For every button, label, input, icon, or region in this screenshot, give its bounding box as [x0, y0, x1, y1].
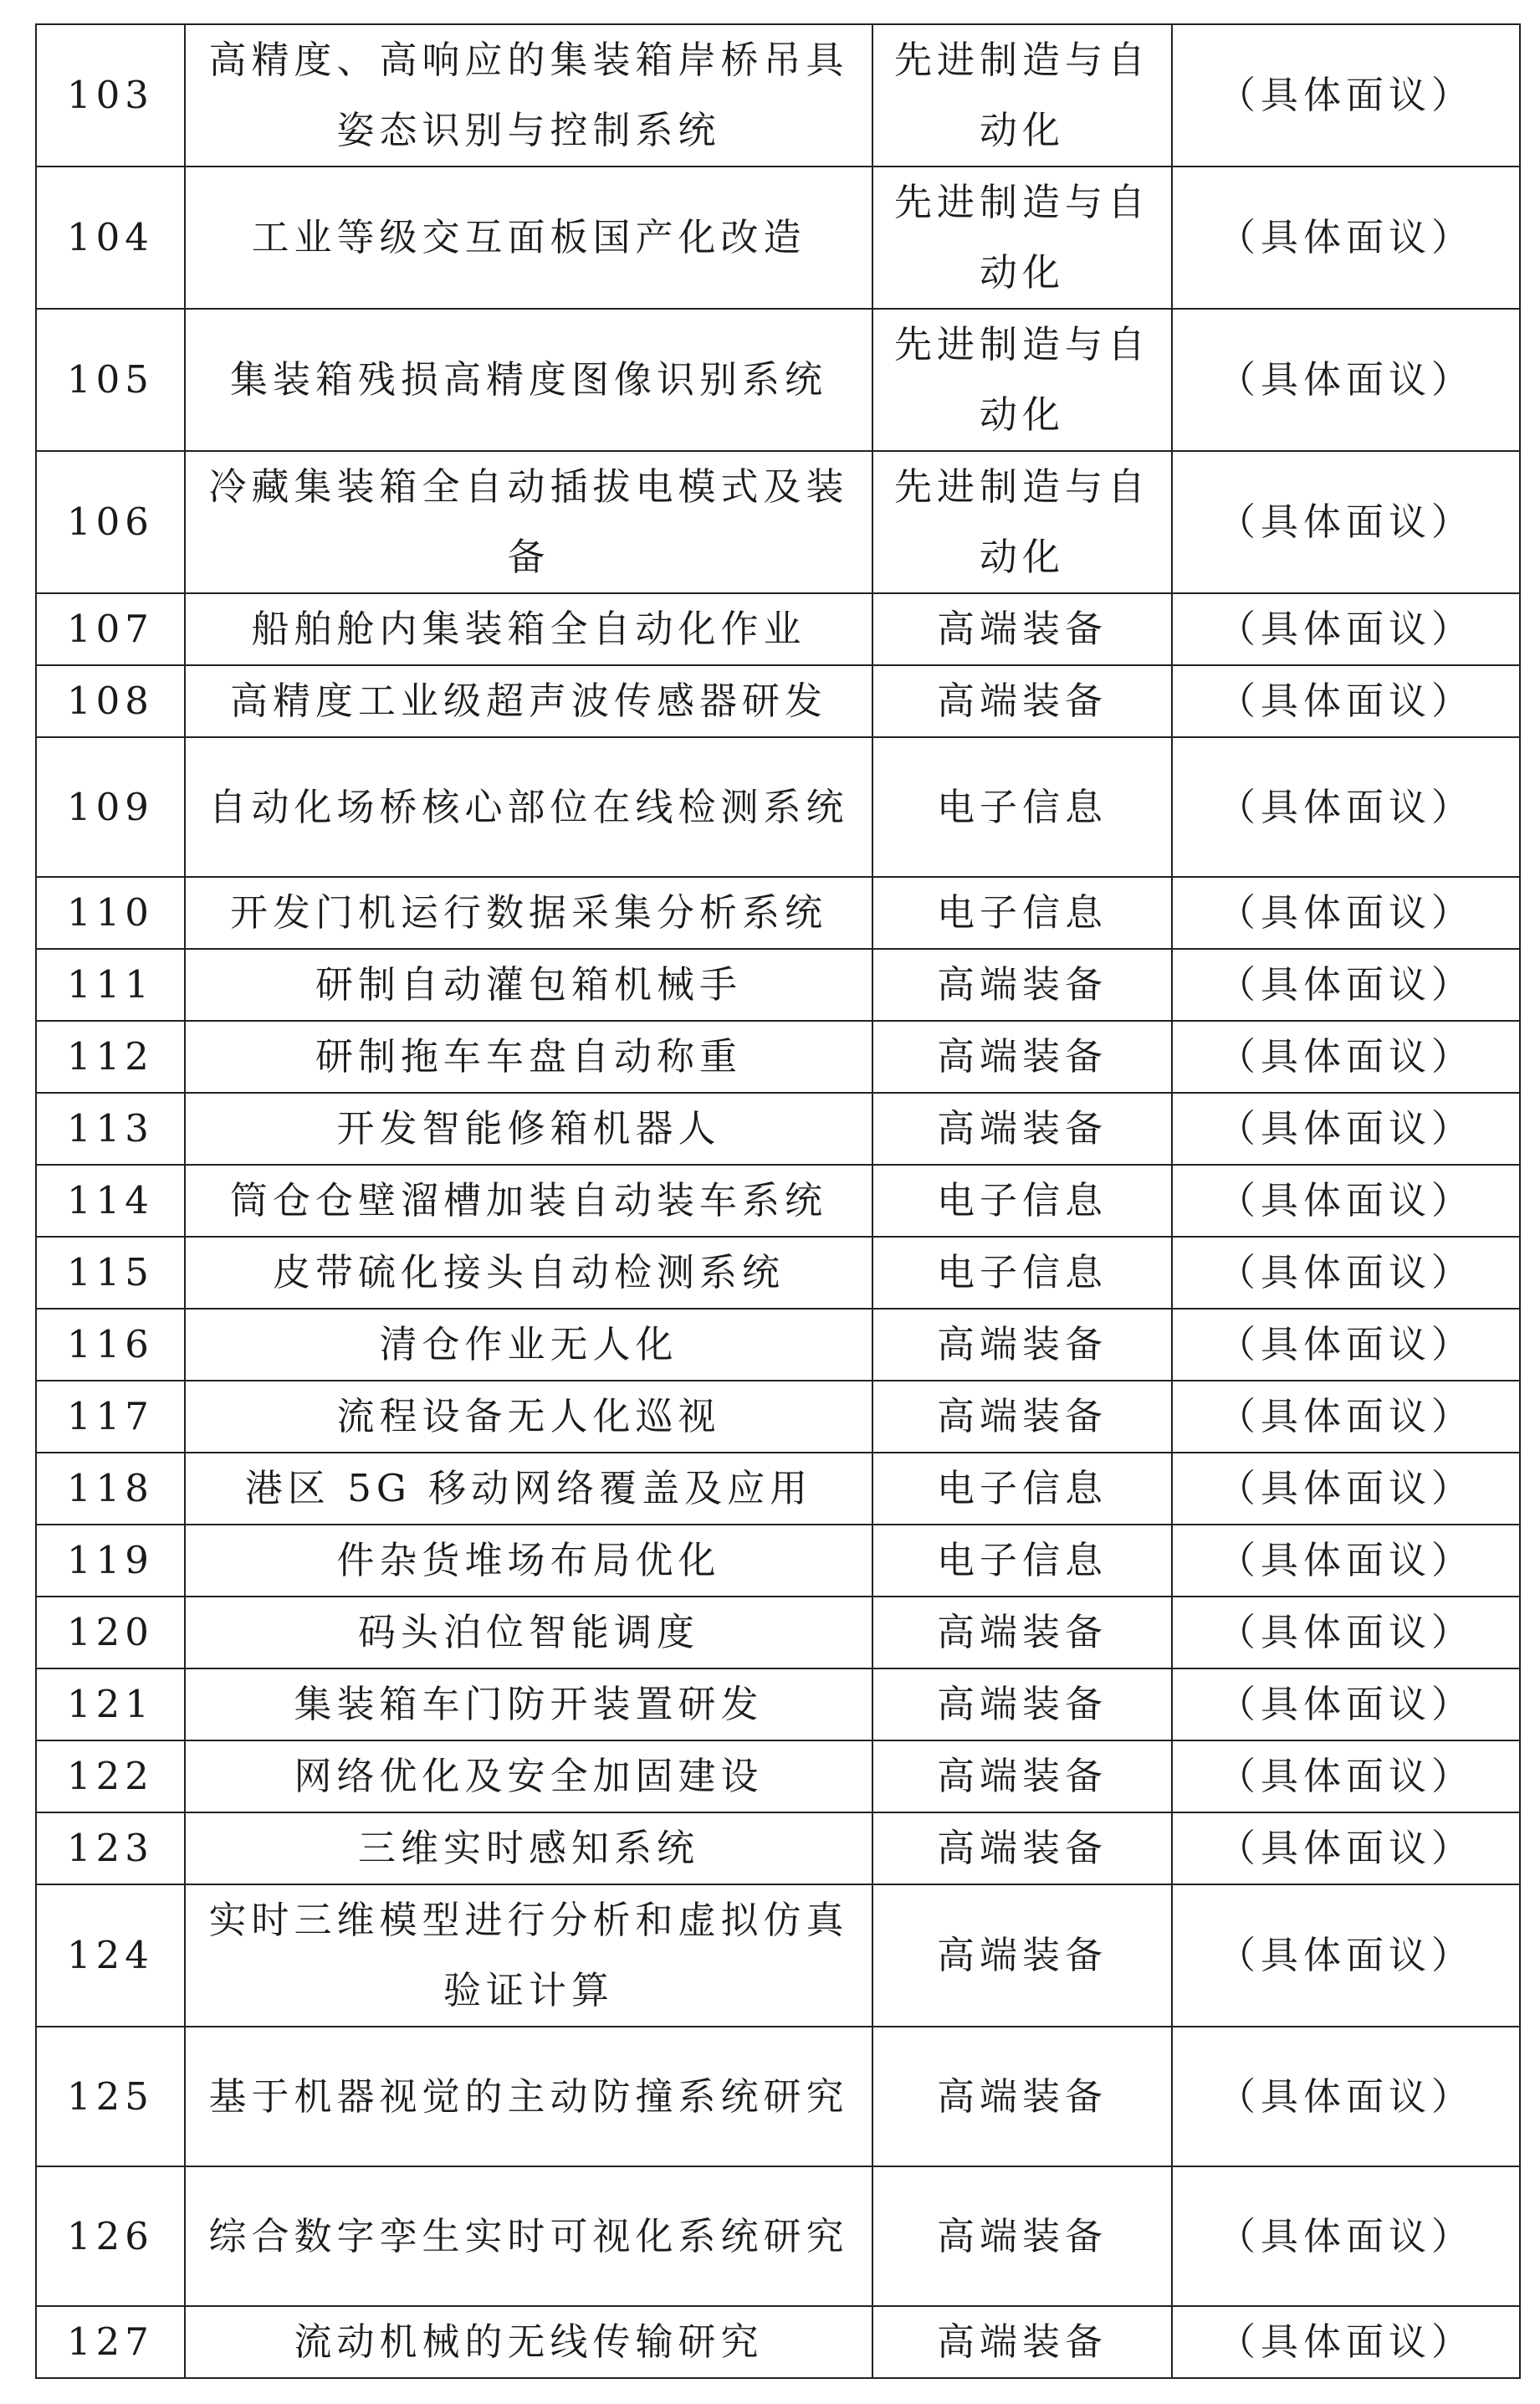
price-note: （具体面议）	[1172, 877, 1520, 949]
price-note: （具体面议）	[1172, 1668, 1520, 1740]
table-row	[36, 167, 1520, 309]
table-row	[36, 1812, 1520, 1884]
project-name: 综合数字孪生实时可视化系统研究	[185, 2166, 872, 2306]
row-number: 124	[36, 1884, 185, 2027]
project-category: 高端装备	[872, 1812, 1172, 1884]
project-name: 实时三维模型进行分析和虚拟仿真验证计算	[185, 1884, 872, 2027]
price-note: （具体面议）	[1172, 1740, 1520, 1812]
price-note: （具体面议）	[1172, 1884, 1520, 2027]
project-category: 电子信息	[872, 1525, 1172, 1597]
project-category: 高端装备	[872, 2166, 1172, 2306]
table-body	[36, 24, 1520, 2378]
project-name: 船舶舱内集装箱全自动化作业	[185, 593, 872, 665]
row-number: 108	[36, 665, 185, 737]
row-number: 103	[36, 24, 185, 167]
price-note: （具体面议）	[1172, 1309, 1520, 1381]
row-number: 125	[36, 2027, 185, 2166]
table-row	[36, 24, 1520, 167]
row-number: 105	[36, 309, 185, 451]
project-category: 高端装备	[872, 1021, 1172, 1093]
project-name: 高精度工业级超声波传感器研发	[185, 665, 872, 737]
project-name: 码头泊位智能调度	[185, 1597, 872, 1668]
price-note: （具体面议）	[1172, 949, 1520, 1021]
project-name: 流程设备无人化巡视	[185, 1381, 872, 1453]
table-row	[36, 2027, 1520, 2166]
project-name: 三维实时感知系统	[185, 1812, 872, 1884]
project-name: 研制拖车车盘自动称重	[185, 1021, 872, 1093]
project-category: 高端装备	[872, 665, 1172, 737]
table-row	[36, 309, 1520, 451]
project-category: 高端装备	[872, 2027, 1172, 2166]
table-row	[36, 877, 1520, 949]
project-category: 电子信息	[872, 1237, 1172, 1309]
table-row	[36, 1165, 1520, 1237]
project-name: 开发门机运行数据采集分析系统	[185, 877, 872, 949]
project-name: 开发智能修箱机器人	[185, 1093, 872, 1165]
price-note: （具体面议）	[1172, 451, 1520, 593]
price-note: （具体面议）	[1172, 2306, 1520, 2378]
project-name: 集装箱残损高精度图像识别系统	[185, 309, 872, 451]
project-category: 高端装备	[872, 949, 1172, 1021]
project-name: 自动化场桥核心部位在线检测系统	[185, 737, 872, 877]
project-name: 工业等级交互面板国产化改造	[185, 167, 872, 309]
project-category: 先进制造与自动化	[872, 451, 1172, 593]
price-note: （具体面议）	[1172, 24, 1520, 167]
project-name: 清仓作业无人化	[185, 1309, 872, 1381]
table-row	[36, 1381, 1520, 1453]
project-category: 高端装备	[872, 1381, 1172, 1453]
table-row	[36, 2306, 1520, 2378]
price-note: （具体面议）	[1172, 1021, 1520, 1093]
project-category: 高端装备	[872, 1309, 1172, 1381]
price-note: （具体面议）	[1172, 2027, 1520, 2166]
row-number: 122	[36, 1740, 185, 1812]
project-name: 皮带硫化接头自动检测系统	[185, 1237, 872, 1309]
project-category: 高端装备	[872, 1884, 1172, 2027]
row-number: 121	[36, 1668, 185, 1740]
price-note: （具体面议）	[1172, 1453, 1520, 1525]
price-note: （具体面议）	[1172, 1381, 1520, 1453]
price-note: （具体面议）	[1172, 1165, 1520, 1237]
project-name: 流动机械的无线传输研究	[185, 2306, 872, 2378]
table-row	[36, 1021, 1520, 1093]
table-row	[36, 1453, 1520, 1525]
project-name: 冷藏集装箱全自动插拔电模式及装备	[185, 451, 872, 593]
table-row	[36, 737, 1520, 877]
project-category: 电子信息	[872, 737, 1172, 877]
price-note: （具体面议）	[1172, 737, 1520, 877]
row-number: 120	[36, 1597, 185, 1668]
table-row	[36, 1740, 1520, 1812]
table-row	[36, 1884, 1520, 2027]
price-note: （具体面议）	[1172, 167, 1520, 309]
table-row	[36, 1237, 1520, 1309]
price-note: （具体面议）	[1172, 665, 1520, 737]
project-name: 港区 5G 移动网络覆盖及应用	[185, 1453, 872, 1525]
project-category: 高端装备	[872, 1093, 1172, 1165]
project-name: 高精度、高响应的集装箱岸桥吊具姿态识别与控制系统	[185, 24, 872, 167]
table-row	[36, 665, 1520, 737]
project-name: 件杂货堆场布局优化	[185, 1525, 872, 1597]
row-number: 123	[36, 1812, 185, 1884]
project-category: 电子信息	[872, 1165, 1172, 1237]
table-row	[36, 2166, 1520, 2306]
price-note: （具体面议）	[1172, 593, 1520, 665]
table-row	[36, 1309, 1520, 1381]
row-number: 117	[36, 1381, 185, 1453]
price-note: （具体面议）	[1172, 1812, 1520, 1884]
row-number: 110	[36, 877, 185, 949]
table-row	[36, 1668, 1520, 1740]
project-category: 高端装备	[872, 1740, 1172, 1812]
row-number: 127	[36, 2306, 185, 2378]
project-category: 高端装备	[872, 1668, 1172, 1740]
row-number: 126	[36, 2166, 185, 2306]
project-name: 网络优化及安全加固建设	[185, 1740, 872, 1812]
table-row	[36, 1093, 1520, 1165]
project-name: 研制自动灌包箱机械手	[185, 949, 872, 1021]
project-category: 先进制造与自动化	[872, 167, 1172, 309]
project-category: 高端装备	[872, 593, 1172, 665]
project-category: 电子信息	[872, 1453, 1172, 1525]
row-number: 104	[36, 167, 185, 309]
price-note: （具体面议）	[1172, 309, 1520, 451]
row-number: 116	[36, 1309, 185, 1381]
table-row	[36, 593, 1520, 665]
price-note: （具体面议）	[1172, 1237, 1520, 1309]
project-category: 电子信息	[872, 877, 1172, 949]
project-category: 高端装备	[872, 1597, 1172, 1668]
table-row	[36, 451, 1520, 593]
row-number: 114	[36, 1165, 185, 1237]
row-number: 115	[36, 1237, 185, 1309]
project-table	[35, 23, 1521, 2379]
price-note: （具体面议）	[1172, 1093, 1520, 1165]
project-name: 基于机器视觉的主动防撞系统研究	[185, 2027, 872, 2166]
price-note: （具体面议）	[1172, 2166, 1520, 2306]
project-name: 集装箱车门防开装置研发	[185, 1668, 872, 1740]
row-number: 109	[36, 737, 185, 877]
row-number: 106	[36, 451, 185, 593]
project-category: 先进制造与自动化	[872, 24, 1172, 167]
project-name: 筒仓仓壁溜槽加装自动装车系统	[185, 1165, 872, 1237]
price-note: （具体面议）	[1172, 1525, 1520, 1597]
project-category: 高端装备	[872, 2306, 1172, 2378]
row-number: 107	[36, 593, 185, 665]
row-number: 113	[36, 1093, 185, 1165]
price-note: （具体面议）	[1172, 1597, 1520, 1668]
row-number: 112	[36, 1021, 185, 1093]
table-row	[36, 949, 1520, 1021]
project-category: 先进制造与自动化	[872, 309, 1172, 451]
row-number: 119	[36, 1525, 185, 1597]
row-number: 118	[36, 1453, 185, 1525]
table-row	[36, 1597, 1520, 1668]
table-row	[36, 1525, 1520, 1597]
row-number: 111	[36, 949, 185, 1021]
